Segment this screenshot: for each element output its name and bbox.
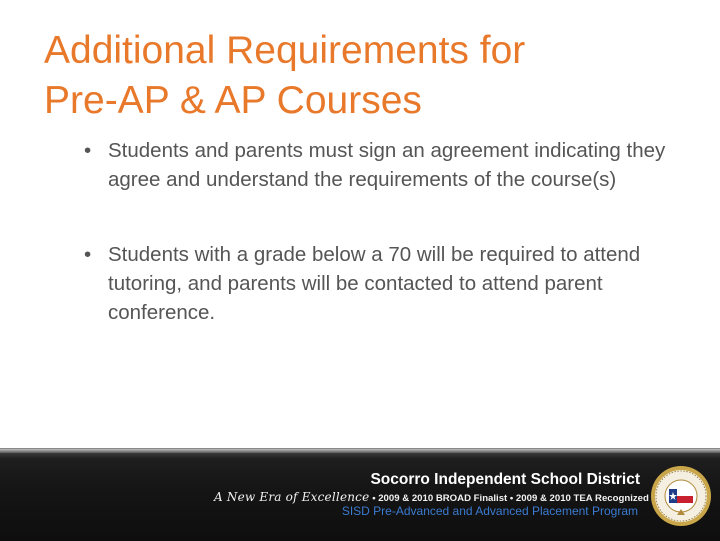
district-name: Socorro Independent School District xyxy=(370,471,640,488)
program-name: SISD Pre-Advanced and Advanced Placement Program xyxy=(341,504,638,518)
bullet-dot: • xyxy=(84,139,92,162)
tagline-recognition: • 2009 & 2010 BROAD Finalist • 2009 & 2010 TEA Recognized xyxy=(372,493,649,504)
bullet-item-agreement xyxy=(84,136,684,194)
district-seal-icon xyxy=(650,465,712,527)
bullet-dot: • xyxy=(84,243,92,266)
tagline-script: A New Era of Excellence xyxy=(214,490,370,504)
bullet-text: Students with a grade below a 70 will be required to attend tutoring, and parents will be contacted to attend parent conference. xyxy=(108,243,641,324)
bullet-list xyxy=(84,136,684,373)
footer-banner xyxy=(0,448,720,541)
bullet-item-tutoring xyxy=(84,240,684,327)
slide-title xyxy=(44,26,684,126)
bullet-text: Students and parents must sign an agreement indicating they agree and understand the requirements of the course(s) xyxy=(108,139,666,191)
footer-divider xyxy=(0,449,720,453)
slide-title-line-1: Additional Requirements for xyxy=(44,29,526,72)
slide-title-line-2: Pre-AP & AP Courses xyxy=(44,79,422,122)
